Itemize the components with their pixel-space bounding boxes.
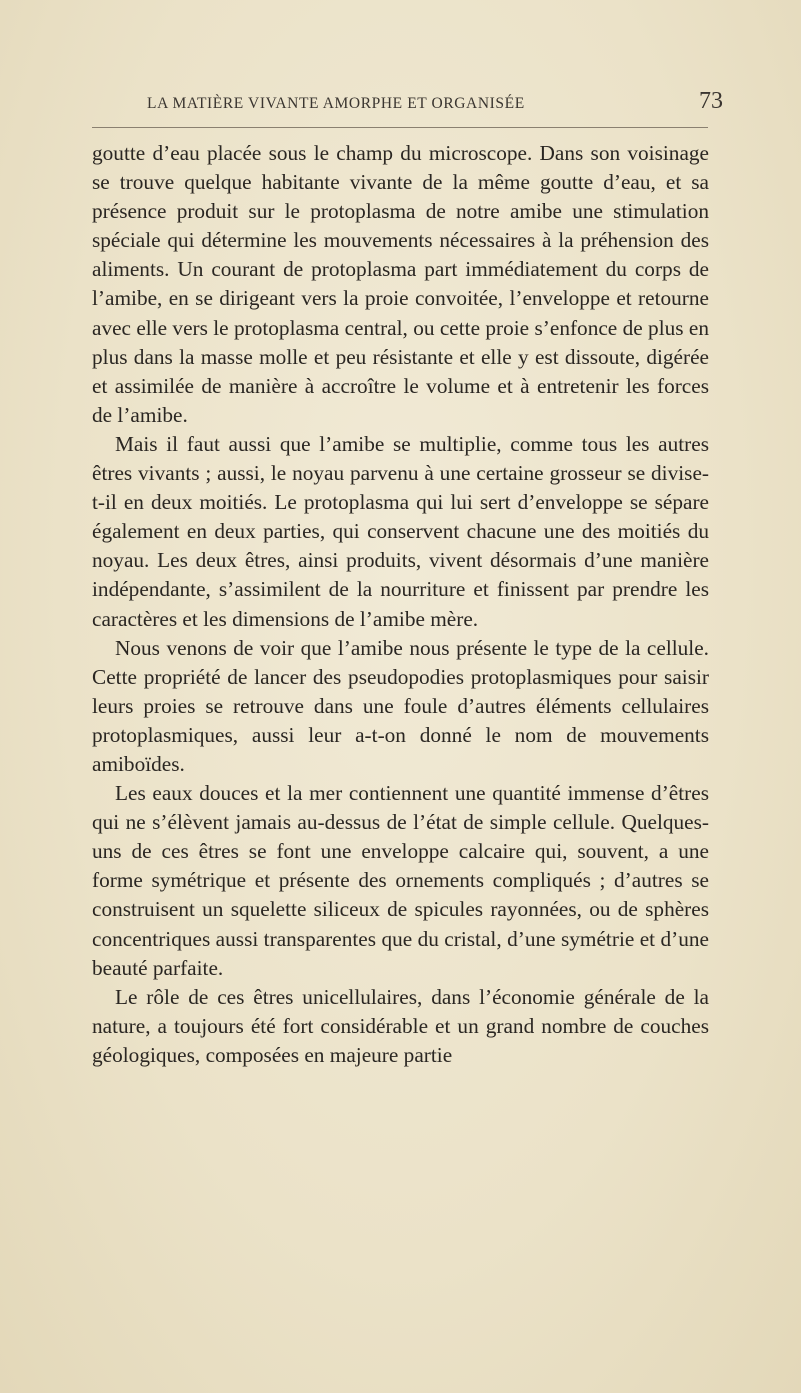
- paragraph: Le rôle de ces êtres unicellulaires, dans l’économie générale de la nature, a toujours été fort considérable et un grand nombre de couches géologiques, composées en majeure partie: [92, 984, 709, 1067]
- header-rule: [92, 127, 708, 128]
- page-number: 73: [699, 88, 723, 114]
- running-title: LA MATIÈRE VIVANTE AMORPHE ET ORGANISÉE: [147, 95, 525, 112]
- body-text: [92, 139, 709, 1070]
- paragraph: Les eaux douces et la mer contiennent une quantité immense d’êtres qui ne s’élèvent jamais au-dessus de l’état de simple cellule. Quelques-uns de ces êtres se font une enveloppe calcaire qui, souvent, a une forme symétrique et présente des ornements compliqués ; d’autres se construisent un squelette siliceux de spicules rayonnées, ou de sphères concentriques aussi transparentes que du cristal, d’une symétrie et d’une beauté parfaite.: [92, 781, 709, 980]
- paragraph: Nous venons de voir que l’amibe nous présente le type de la cellule. Cette propriété de lancer des pseudopodies protoplasmiques pour saisir leurs proies se retrouve dans une foule d’autres éléments cellulaires protoplasmiques, aussi leur a-t-on donné le nom de mouvements amiboïdes.: [92, 635, 709, 776]
- running-head: [0, 86, 801, 120]
- paragraph: Mais il faut aussi que l’amibe se multiplie, comme tous les autres êtres vivants ; aussi, le noyau parvenu à une certaine grosseur se divise-t-il en deux moitiés. Le protoplasma qui lui sert d’enveloppe se sépare également en deux parties, qui conservent chacune une des moitiés du noyau. Les deux êtres, ainsi produits, vivent désormais d’une manière indépendante, s’assimilent de la nourriture et finissent par prendre les caractères et les dimensions de l’amibe mère.: [92, 431, 709, 631]
- paragraph-continuation: goutte d’eau placée sous le champ du microscope. Dans son voisinage se trouve quelque habitante vivante de la même goutte d’eau, et sa présence produit sur le protoplasma de notre amibe une stimulation spéciale qui détermine les mouvements nécessaires à la préhension des aliments. Un courant de protoplasma part immédiatement du corps de l’amibe, en se dirigeant vers la proie convoitée, l’enveloppe et retourne avec elle vers le protoplasma central, ou cette proie s’enfonce de plus en plus dans la masse molle et peu résistante et elle y est dissoute, digérée et assimilée de manière à accroître le volume et à entretenir les forces de l’amibe.: [92, 141, 709, 427]
